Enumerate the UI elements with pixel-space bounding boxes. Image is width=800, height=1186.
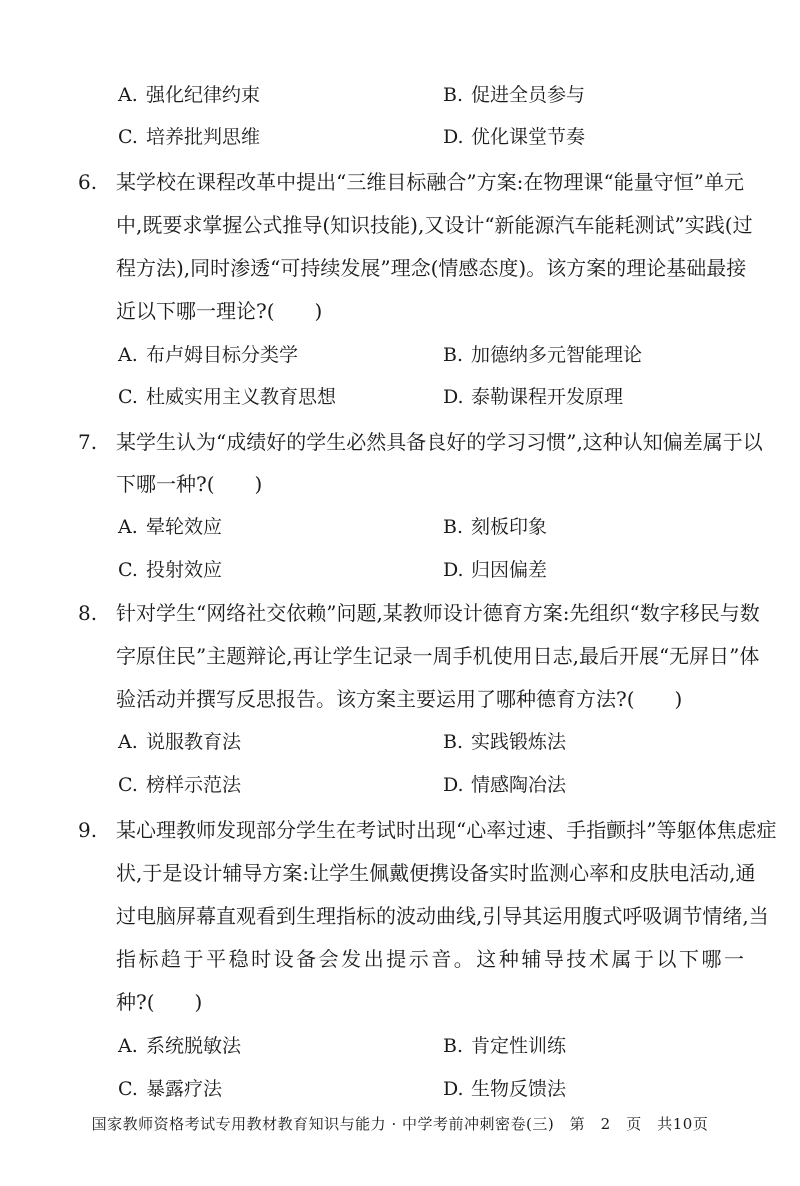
q6-line-2: 中,既要求掌握公式推导(知识技能),又设计“新能源汽车能耗测试”实践(过 <box>116 213 753 237</box>
q9-line-5: 种?( ) <box>116 990 203 1014</box>
q9-options-row-1 <box>0 1031 800 1061</box>
q9-option-b: B. 肯定性训练 <box>443 1035 567 1057</box>
q8-line-3: 验活动并撰写反思报告。该方案主要运用了哪种德育方法?( ) <box>116 687 683 711</box>
q7-option-d: D. 归因偏差 <box>443 559 548 581</box>
q6-line-1: 某学校在课程改革中提出“三维目标融合”方案:在物理课“能量守恒”单元 <box>116 170 744 194</box>
q7-line-1: 某学生认为“成绩好的学生必然具备良好的学习习惯”,这种认知偏差属于以 <box>116 430 763 454</box>
q9-option-a: A. 系统脱敏法 <box>118 1035 242 1057</box>
q9-line-4: 指标趋于平稳时设备会发出提示音。这种辅导技术属于以下哪一 <box>116 947 744 971</box>
q6-number: 6. <box>78 170 98 194</box>
q7-options-row-2 <box>0 555 800 585</box>
q5-option-b: B. 促进全员参与 <box>443 84 586 106</box>
q9-option-c: C. 暴露疗法 <box>118 1078 223 1100</box>
q9-number: 9. <box>78 818 98 842</box>
q8-line-2: 字原住民”主题辩论,再让学生记录一周手机使用日志,最后开展“无屏日”体 <box>116 644 760 668</box>
q9-option-d: D. 生物反馈法 <box>443 1078 567 1100</box>
q8-options-row-2 <box>0 770 800 800</box>
q6-options-row-2 <box>0 382 800 412</box>
q8-number: 8. <box>78 601 98 625</box>
q9-options-row-2 <box>0 1074 800 1104</box>
q5-options-row-1 <box>0 80 800 110</box>
q7-option-a: A. 晕轮效应 <box>118 516 223 538</box>
q7-line-2: 下哪一种?( ) <box>116 472 263 496</box>
q8-options-row-1 <box>0 727 800 757</box>
q9-line-1: 某心理教师发现部分学生在考试时出现“心率过速、手指颤抖”等躯体焦虑症 <box>116 818 777 842</box>
q9-line-2: 状,于是设计辅导方案:让学生佩戴便携设备实时监测心率和皮肤电活动,通 <box>116 861 756 885</box>
q7-option-b: B. 刻板印象 <box>443 516 548 538</box>
q5-option-d: D. 优化课堂节奏 <box>443 126 586 148</box>
q6-option-a: A. 布卢姆目标分类学 <box>118 344 299 366</box>
q8-option-c: C. 榜样示范法 <box>118 774 242 796</box>
page-footer: 国家教师资格考试专用教材教育知识与能力 · 中学考前冲刺密卷(三) 第 2 页 共10页 <box>91 1115 709 1133</box>
q8-option-d: D. 情感陶冶法 <box>443 774 567 796</box>
q5-option-a: A. 强化纪律约束 <box>118 84 261 106</box>
q5-option-c: C. 培养批判思维 <box>118 126 261 148</box>
q7-option-c: C. 投射效应 <box>118 559 223 581</box>
q7-options-row-1 <box>0 512 800 542</box>
q6-line-3: 程方法),同时渗透“可持续发展”理念(情感态度)。该方案的理论基础最接 <box>116 256 747 280</box>
q6-option-d: D. 泰勒课程开发原理 <box>443 386 624 408</box>
q8-option-a: A. 说服教育法 <box>118 731 242 753</box>
q6-line-4: 近以下哪一理论?( ) <box>116 299 323 323</box>
q9-line-3: 过电脑屏幕直观看到生理指标的波动曲线,引导其运用腹式呼吸调节情绪,当 <box>116 904 769 928</box>
q8-option-b: B. 实践锻炼法 <box>443 731 567 753</box>
q6-options-row-1 <box>0 340 800 370</box>
q6-option-c: C. 杜威实用主义教育思想 <box>118 386 337 408</box>
q5-options-row-2 <box>0 122 800 152</box>
q7-number: 7. <box>78 430 98 454</box>
q8-line-1: 针对学生“网络社交依赖”问题,某教师设计德育方案:先组织“数字移民与数 <box>116 601 760 625</box>
q6-option-b: B. 加德纳多元智能理论 <box>443 344 643 366</box>
